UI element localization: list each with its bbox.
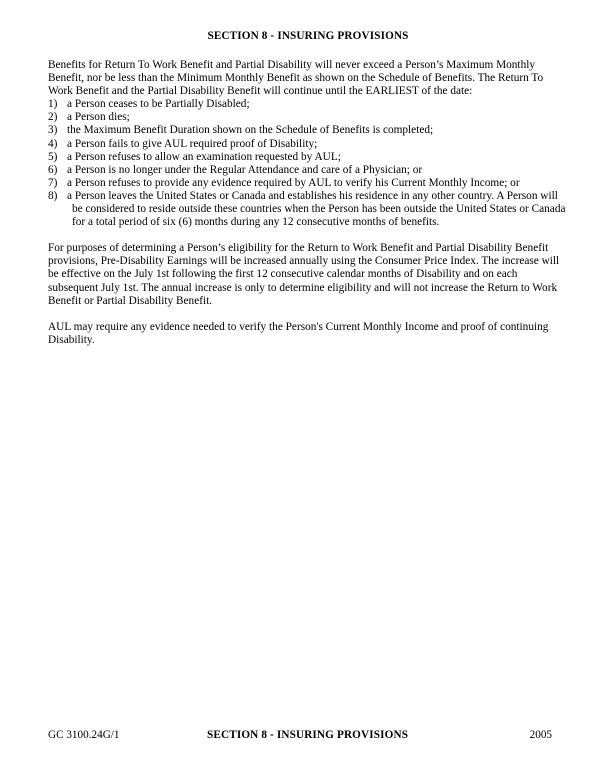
page-footer (48, 729, 552, 742)
list-item-text: a Person ceases to be Partially Disabled; (67, 98, 250, 111)
list-item (48, 98, 568, 111)
footer-form-number: GC 3100.24G/1 (48, 729, 120, 741)
list-item (48, 164, 568, 177)
list-item-text: a Person leaves the United States or Canada and establishes his residence in any other country. A Person will be considered to reside outside these countries when the Person has been outside the United States or Canada for a total period of six (6) months during any 12 consecutive months of benefits. (67, 189, 566, 229)
list-item-text: the Maximum Benefit Duration shown on the Schedule of Benefits is completed; (67, 124, 434, 137)
list-item-marker: 6) (48, 163, 58, 176)
footer-year: 2005 (529, 729, 552, 741)
list-item-text: a Person refuses to allow an examination requested by AUL; (67, 150, 341, 163)
paragraph-spacer (48, 308, 568, 321)
list-item-marker: 2) (48, 111, 58, 124)
list-item (48, 177, 568, 190)
list-item-text: a Person is no longer under the Regular Attendance and care of a Physician; or (67, 163, 423, 176)
list-item (48, 138, 568, 151)
list-item-marker: 3) (48, 124, 58, 137)
list-item (48, 151, 568, 164)
list-item-text: a Person fails to give AUL required proof of Disability; (67, 137, 318, 150)
list-item-marker: 1) (48, 98, 58, 111)
footer-section-title: SECTION 8 - INSURING PROVISIONS (207, 729, 409, 741)
page-title: SECTION 8 - INSURING PROVISIONS (207, 30, 409, 42)
document-content (48, 30, 568, 347)
cpi-paragraph: For purposes of determining a Person’s eligibility for the Return to Work Benefit and Partial Disability Benefit provisions, Pre-Disability Earnings will be increased annually using the Consumer Price Index. The increase will be effective on the July 1st following the first 12 consecutive calendar months of Disability and on each subsequent July 1st. The annual increase is only to determine eligibility and will not increase the Return to Work Benefit or Partial Disability Benefit. (48, 242, 560, 307)
conditions-list (48, 98, 568, 229)
list-item (48, 111, 568, 124)
list-item-text: a Person refuses to provide any evidence required by AUL to verify his Current Monthly Income; or (67, 176, 520, 189)
list-item-marker: 5) (48, 150, 58, 163)
list-item (48, 190, 568, 229)
list-item-marker: 4) (48, 137, 58, 150)
list-item (48, 124, 568, 137)
list-item-text: a Person dies; (67, 111, 130, 124)
intro-paragraph: Benefits for Return To Work Benefit and Partial Disability will never exceed a Person’s Maximum Monthly Benefit, nor be less than the Minimum Monthly Benefit as shown on the Schedule of Benefits. The Return To Work Benefit and the Partial Disability Benefit will continue until the EARLIEST of the date: (48, 59, 544, 98)
paragraph-spacer (48, 229, 568, 242)
evidence-paragraph: AUL may require any evidence needed to verify the Person's Current Monthly Income and proof of continuing Disability. (48, 320, 549, 346)
list-item-marker: 7) (48, 176, 58, 189)
list-item-marker: 8) (48, 189, 58, 202)
